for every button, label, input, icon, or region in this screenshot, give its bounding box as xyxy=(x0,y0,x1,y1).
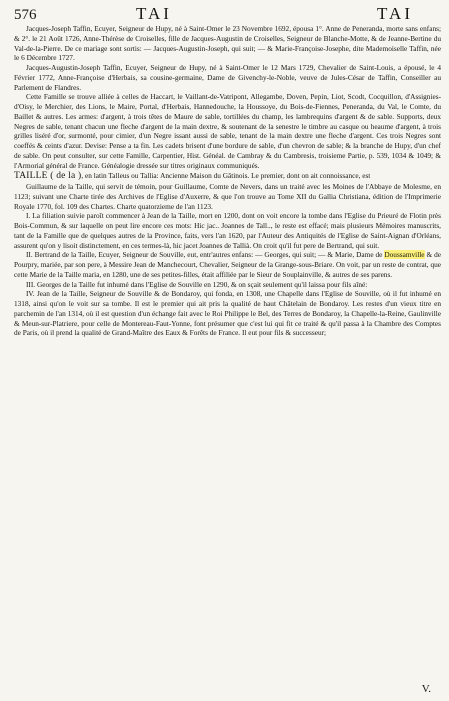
paragraph: Cette Famille se trouve alliée à celles de Haccart, le Vaillant-de-Vatripont, Allegambe, Doven, Pepin, Liot, Scodt, Cocquillon, d'Assignies-d'Oisy, le Merchier, des Lions, le Maire, Portal, d'Herbais, Hannedouche, la Houssoye, du Bois-de-Fiennes, Peneranda, du Val, le Comte, du Baillet & autres. Les armes: d'argent, à trois têtes de Maure de sable, tortillées du champ, les lambrequins d'argent & de sable. Supports, deux Negres de sable, tenant chacun une fleche d'argent de la main dextre, & soutenant de la senestre le timbre au casque ou heaume d'argent, à trois grilles liséré d'or, surmonté, pour cimier, d'un Negre issant aussi de sable, tenant de la main dextre une fleche d'argent. Ces trois Negres sont coeffés & ceints d'azur. Devise: Pense a ta fin. Les cadets brisent d'une bordure de sable, d'un chevron de sable; & la branche de Hupy, d'un chef de sable. On peut consulter, sur cette Famille, Carpentier, Hist. Généal. de Cambray & du Cambresis, troisieme Partie, p. 539, 1034 & 1049; & l'Armorial général de France. Généalogie dressée sur titres originaux communiqués. xyxy=(14,92,441,170)
entry-intro: , en latin Talleus ou Tallia: Ancienne Maison du Gâtinois. Le premier, dont on ait connoissance, est xyxy=(81,171,371,181)
running-header xyxy=(14,4,441,22)
highlighted-word: Doussamville xyxy=(384,250,425,260)
header-right-word: TAI xyxy=(377,4,413,23)
paragraph-marie xyxy=(14,250,441,279)
paragraph-text: & de Pourpry, mariée, par son pere, à Messire Jean de Manchecourt, Chevalier, Seigneur de la Grange-sous-Briare. On voit, par un reste de contrat, que cette Marie de la Taille maria, en 1280, une de ses petites-filles, était affiliée par le Sieur de Souplainville, & autres de ses parens. xyxy=(14,250,441,279)
paragraph: III. Georges de la Taille fut inhumé dans l'Eglise de Souville en 1290, & on sçait seulement qu'il laissa pour fils aîné: xyxy=(26,279,368,289)
page-number: 576 xyxy=(14,7,37,23)
paragraph: IV. Jean de la Taille, Seigneur de Souville & de Bondaroy, qui fonda, en 1308, une Chapelle dans l'Eglise de Souville, où il fut inhumé en 1318, ainsi qu'on le voit sur sa tombe. Il est le premier qui ait pris la qualité de haut Châtelain de Bondaroy. Les restes d'un vieux titre en parchemin de l'an 1314, où il est question d'un échange fait avec le Roi Philippe le Bel, des Terres de Bondaroy, la Chapelle-la-Reine, Gaulinville & Meun-sur-Platriere, pour celle de Montereau-Faut-Yonne, font présumer que c'est lui qui fit ce traité & qu'il passa à la Chambre des Comptes de Paris, où il prend la qualité de Grand-Maître des Eaux & Forêts de France. Il eut pour fils & successeur; xyxy=(14,289,441,338)
page-body xyxy=(14,24,441,338)
entry-heading-paragraph xyxy=(14,171,441,182)
header-left-word: TAI xyxy=(136,4,172,23)
paragraph: Jacques-Joseph Taffin, Ecuyer, Seigneur de Hupy, né à Saint-Omer le 23 Novembre 1692, épousa 1°. Anne de Peneranda, morte sans enfans; & 2°. le 21 Août 1726, Anne-Thérèse de Croiselles, fille de Jacques-Augustin de Croiselles, Seigneur de Blanche-Motte, & de Jeanne-Bertine du Val-de-la-Pierre. De ce mariage sont sortis: — Jacques-Augustin-Joseph, qui suit; — & Marie-Françoise-Josephe, dite Mademoiselle Taffin, née le 6 Décembre 1727. xyxy=(14,24,441,63)
paragraph: I. La filiation suivie paroît commencer à Jean de la Taille, mort en 1200, dont on voit encore la tombe dans l'Eglise du Prieuré de Flotin près Bois-Commun, & sur laquelle on peut lire encore ces mots: Hic jac.. Joannes de Tall.., le reste est effacé; mais plusieurs Mémoires manuscrits, tant de la Famille que de quelques autres de la Province, faits, vers l'an 1620, par l'Auteur des Antiquités de l'Eglise de Saint-Aignan d'Orléans, assurent qu'on y lisoit distinctement, en ces termes-là, hic jacet Joannes de Tallià. On croit qu'il fut pere de Bertrand, qui suit. xyxy=(14,211,441,250)
paragraph-text: II. Bertrand de la Taille, Ecuyer, Seigneur de Souville, eut, entr'autres enfans: — Georges, qui suit; — & Marie, Dame de xyxy=(26,250,385,260)
paragraph: Jacques-Augustin-Joseph Taffin, Ecuyer, Seigneur de Hupy, né à Saint-Omer le 12 Mars 1729, Chevalier de Saint-Louis, a épousé, le 4 Février 1772, Anne-Françoise d'Herbais, sa cousine-germaine, Dame de Givenchy-le-Noble, veuve de Jules-César de Taffin, Conseiller au Parlement de Flandres. xyxy=(14,63,441,92)
catchword: V. xyxy=(421,683,431,695)
entry-headword: TAILLE ( de la ) xyxy=(14,171,82,182)
paragraph: Guillaume de la Taille, qui servit de témoin, pour Guillaume, Comte de Nevers, dans un traité avec les Moines de l'Abbaye de Molesme, en 1123; suivant une Charte tirée des Archives de l'Eglise d'Auxerre, & que l'on trouve au Tome XII du Gallia Christiana, édition de l'Imprimerie Royale 1770, fol. 109 des Chartes. Charte quatorzieme de l'an 1123. xyxy=(14,182,441,211)
